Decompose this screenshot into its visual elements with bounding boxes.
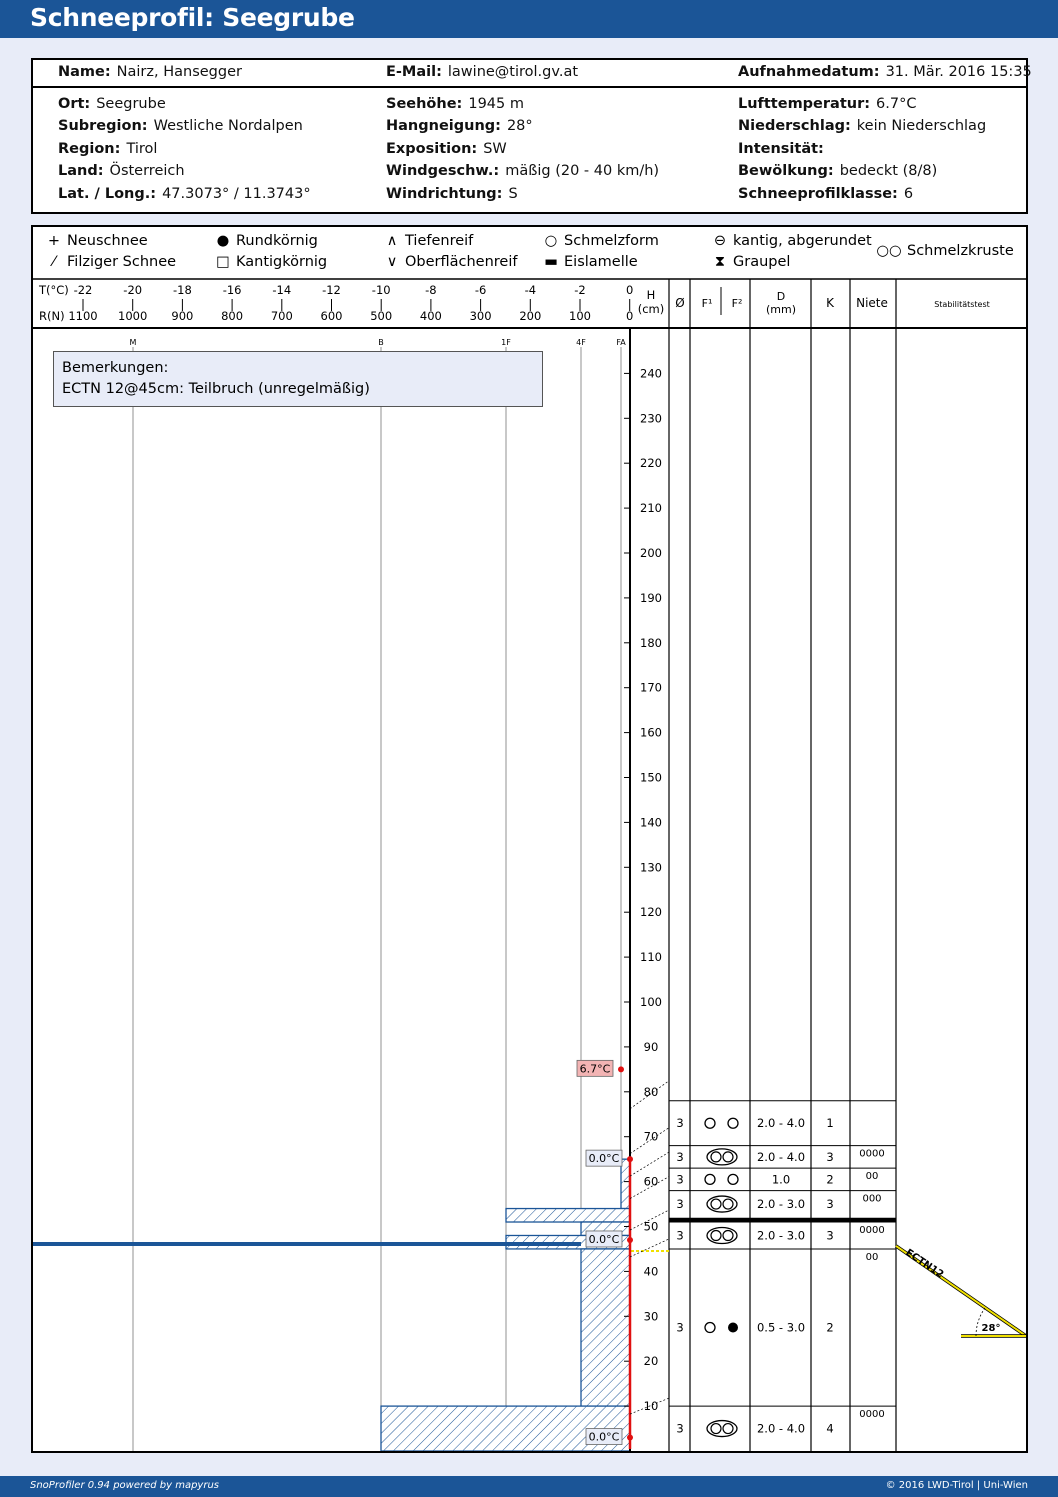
layer-niete: 00: [865, 1251, 879, 1263]
snow-profile-chart: [33, 227, 1026, 1451]
layer-row: [630, 1128, 896, 1165]
layer-hardness-k: 1: [826, 1116, 834, 1131]
info-ort: Ort: Seegrube: [58, 96, 166, 112]
plus-icon: +: [47, 233, 61, 249]
info-windgeschw: Windgeschw.: mäßig (20 - 40 km/h): [386, 163, 660, 179]
h-tick-label: 120: [640, 905, 662, 920]
h-tick-label: 80: [643, 1084, 659, 1099]
legend-rundkoernig: ● Rundkörnig: [210, 233, 318, 249]
t-tick-label: -14: [272, 283, 292, 297]
email-field: E-Mail: lawine@tirol.gv.at: [386, 64, 579, 80]
r-axis-ticks: [68, 305, 633, 323]
layer-grainsize: 2.0 - 3.0: [756, 1197, 806, 1212]
hardness-bar: [506, 1209, 630, 1222]
hardness-grid: [130, 338, 627, 1451]
t-tick-label: -2: [574, 283, 586, 297]
legend-graupel: ⧗ Graupel: [707, 254, 790, 270]
caret-down-icon: ∨: [386, 254, 398, 270]
melt-crust-icon: [711, 1230, 721, 1240]
date-field: Aufnahmedatum: 31. Mär. 2016 15:35: [738, 64, 1032, 80]
h-tick-label: 40: [643, 1264, 659, 1279]
r-axis-label: R(N): [39, 309, 65, 323]
col-d-unit: (mm): [765, 303, 797, 316]
t-tick-label: -20: [123, 283, 143, 297]
footer-bar: [0, 1476, 1058, 1497]
h-axis-label: H: [646, 288, 656, 302]
grain-form-icon: [705, 1174, 715, 1184]
page-title: Schneeprofil: Seegrube: [30, 3, 355, 32]
layer-row: [630, 1239, 896, 1335]
layer-niete: 0000: [859, 1148, 885, 1160]
layer-grainsize: 2.0 - 4.0: [756, 1421, 806, 1436]
layer-hardness-k: 2: [826, 1320, 834, 1335]
h-tick-label: 90: [643, 1039, 659, 1054]
layer-grainsize: 2.0 - 3.0: [756, 1228, 806, 1243]
melt-crust-icon: [711, 1199, 721, 1209]
layer-moisture: 3: [676, 1320, 684, 1335]
info-windrichtung: Windrichtung: S: [386, 186, 518, 202]
layer-grainsize: 1.0: [771, 1172, 791, 1187]
layer-moisture: 3: [676, 1228, 684, 1243]
melt-crust-icon: [711, 1152, 721, 1162]
hardness-label: FA: [616, 338, 626, 347]
stability-angle: 28°: [981, 1322, 1001, 1334]
h-tick-label: 110: [640, 950, 662, 965]
t-tick-label: -18: [173, 283, 192, 297]
r-tick-label: 1100: [68, 309, 98, 323]
info-hangneigung: Hangneigung: 28°: [386, 118, 533, 134]
info-region: Region: Tirol: [58, 141, 158, 157]
r-tick-label: 1000: [118, 309, 148, 323]
h-tick-label: 130: [640, 860, 662, 875]
profile-box: [31, 225, 1028, 1453]
stability-test-label: ECTN12: [903, 1247, 946, 1281]
melt-form-icon: [705, 1323, 715, 1333]
layer-grainsize: 2.0 - 4.0: [756, 1149, 806, 1164]
remarks-title: Bemerkungen:: [62, 360, 169, 376]
layer-moisture: 3: [676, 1149, 684, 1164]
r-tick-label: 600: [320, 309, 343, 323]
h-tick-label: 70: [643, 1129, 659, 1144]
r-tick-label: 0: [626, 309, 634, 323]
t-tick-label: -4: [524, 283, 537, 297]
layer-table: [630, 1081, 896, 1437]
r-tick-label: 200: [519, 309, 542, 323]
h-tick-label: 140: [640, 815, 662, 830]
header-divider: [33, 86, 1026, 88]
round-grain-icon: [728, 1323, 738, 1333]
temperature-label: 0.0°C: [588, 1152, 620, 1166]
grain-form-icon: [705, 1118, 715, 1128]
temperature-point: [627, 1237, 633, 1243]
table-column-lines: [669, 279, 896, 1451]
h-tick-label: 20: [643, 1354, 659, 1369]
hardness-label: B: [378, 338, 384, 347]
col-f1-header: F¹: [701, 297, 713, 310]
r-tick-label: 300: [469, 309, 492, 323]
r-tick-label: 700: [270, 309, 293, 323]
temperature-label: 6.7°C: [579, 1062, 611, 1076]
r-tick-label: 400: [419, 309, 442, 323]
t-tick-label: -10: [371, 283, 391, 297]
filled-circle-icon: ●: [216, 233, 230, 249]
col-moisture-header: Ø: [675, 296, 685, 310]
slash-icon: ⁄: [52, 254, 56, 270]
info-seehoehe: Seehöhe: 1945 m: [386, 96, 524, 112]
layer-niete: 0000: [859, 1225, 885, 1237]
h-tick-label: 30: [643, 1309, 659, 1324]
info-niederschlag: Niederschlag: kein Niederschlag: [738, 118, 987, 134]
caret-up-icon: ∧: [386, 233, 398, 249]
remarks-box: [53, 351, 543, 407]
h-tick-label: 160: [640, 725, 662, 740]
layer-row: [630, 1081, 896, 1130]
layer-moisture: 3: [676, 1421, 684, 1436]
t-tick-label: -16: [222, 283, 242, 297]
h-tick-label: 230: [640, 411, 662, 426]
hardness-bar: [621, 1159, 630, 1208]
title-bar: [0, 0, 1058, 38]
temperature-point: [627, 1156, 633, 1162]
r-tick-label: 500: [370, 309, 393, 323]
col-f2-header: F²: [731, 297, 743, 310]
r-tick-label: 100: [569, 309, 591, 323]
h-tick-label: 170: [640, 680, 662, 695]
col-d-header: D: [776, 290, 786, 303]
bar-icon: ▬: [544, 254, 558, 270]
h-tick-label: 220: [640, 456, 662, 471]
temperature-label: 0.0°C: [588, 1430, 620, 1444]
layer-moisture: 3: [676, 1172, 684, 1187]
t-tick-label: -8: [425, 283, 437, 297]
legend-eislamelle: ▬ Eislamelle: [538, 254, 638, 270]
remarks-text: ECTN 12@45cm: Teilbruch (unregelmäßig): [62, 381, 370, 397]
square-icon: □: [216, 254, 230, 270]
layer-row: [630, 1398, 896, 1436]
melt-crust-icon: [723, 1199, 733, 1209]
rounded-faceted-icon: ⊖: [713, 233, 727, 249]
layer-grainsize: 0.5 - 3.0: [756, 1320, 806, 1335]
layer-moisture: 3: [676, 1197, 684, 1212]
r-tick-label: 900: [171, 309, 194, 323]
h-tick-label: 10: [643, 1399, 659, 1414]
info-exposition: Exposition: SW: [386, 141, 507, 157]
legend-kantig-abgerundet: ⊖ kantig, abgerundet: [707, 233, 872, 249]
layer-connector: [630, 1239, 669, 1257]
temperature-label: 0.0°C: [588, 1232, 620, 1246]
layer-niete: 000: [862, 1193, 882, 1205]
info-profilklasse: Schneeprofilklasse: 6: [738, 186, 914, 202]
hourglass-icon: ⧗: [714, 254, 726, 270]
grain-form-icon: [728, 1174, 738, 1184]
legend-kantigkoernig: □ Kantigkörnig: [210, 254, 327, 270]
h-tick-label: 150: [640, 770, 662, 785]
h-tick-label: 60: [643, 1174, 659, 1189]
footer-left: SnoProfiler 0.94 powered by mapyrus: [30, 1480, 220, 1491]
footer-right: © 2016 LWD-Tirol | Uni-Wien: [885, 1480, 1028, 1491]
h-tick-label: 100: [640, 995, 662, 1009]
name-field: Name: Nairz, Hansegger: [58, 64, 242, 80]
hardness-profile: [381, 1159, 630, 1451]
r-tick-label: 800: [221, 309, 244, 323]
double-circle-icon: ○○: [876, 243, 902, 259]
layer-hardness-k: 3: [826, 1228, 834, 1243]
hardness-label: 4F: [576, 338, 586, 347]
col-stab-header: Stabilitätstest: [934, 300, 990, 309]
melt-crust-icon: [711, 1424, 721, 1434]
t-tick-label: 0: [626, 283, 634, 297]
t-axis-ticks: [74, 283, 634, 305]
info-bewoelkung: Bewölkung: bedeckt (8/8): [738, 163, 938, 179]
stability-test: [896, 1246, 1026, 1336]
t-axis-label: T(°C): [39, 283, 69, 297]
temperature-point: [627, 1435, 633, 1441]
layer-row: [630, 1174, 896, 1212]
layer-moisture: 3: [676, 1116, 684, 1131]
info-intensitaet: Intensität:: [738, 141, 824, 157]
info-land: Land: Österreich: [58, 163, 185, 179]
layer-grainsize: 2.0 - 4.0: [756, 1116, 806, 1131]
legend-oberflaechenreif: ∨ Oberflächenreif: [379, 254, 518, 270]
col-niete-header: Niete: [856, 296, 888, 310]
layer-row: [630, 1210, 896, 1243]
legend-schmelzform: ○ Schmelzform: [538, 233, 659, 249]
hardness-bar: [581, 1249, 630, 1406]
temperature-point: [618, 1066, 624, 1072]
legend-schmelzkruste: ○○ Schmelzkruste: [871, 243, 1014, 259]
melt-crust-icon: [723, 1424, 733, 1434]
header-box: [31, 58, 1032, 214]
open-circle-icon: ○: [544, 233, 558, 249]
legend-filziger-schnee: ⁄ Filziger Schnee: [41, 254, 176, 270]
hardness-label: M: [129, 338, 137, 347]
layer-niete: 00: [865, 1171, 879, 1183]
layer-niete: 0000: [859, 1409, 885, 1421]
legend-neuschnee: + Neuschnee: [41, 233, 148, 249]
layer-hardness-k: 2: [826, 1172, 834, 1187]
t-tick-label: -6: [474, 283, 487, 297]
info-latlong: Lat. / Long.: 47.3073° / 11.3743°: [58, 186, 311, 202]
h-tick-label: 200: [640, 546, 662, 560]
layer-hardness-k: 3: [826, 1197, 834, 1212]
h-tick-label: 190: [640, 590, 662, 605]
legend-tiefenreif: ∧ Tiefenreif: [379, 233, 473, 249]
layer-hardness-k: 4: [826, 1421, 834, 1436]
melt-crust-icon: [723, 1230, 733, 1240]
info-lufttemperatur: Lufttemperatur: 6.7°C: [738, 96, 917, 112]
melt-crust-icon: [723, 1152, 733, 1162]
h-tick-label: 50: [643, 1219, 659, 1234]
t-tick-label: -22: [73, 283, 93, 297]
grain-form-icon: [728, 1118, 738, 1128]
t-tick-label: -12: [322, 283, 341, 297]
h-axis-unit: (cm): [637, 302, 665, 316]
col-k-header: K: [826, 296, 834, 310]
info-subregion: Subregion: Westliche Nordalpen: [58, 118, 303, 134]
h-tick-label: 180: [640, 635, 662, 650]
hardness-label: 1F: [501, 338, 511, 347]
h-tick-label: 240: [640, 366, 662, 381]
layer-connector: [630, 1152, 669, 1176]
layer-hardness-k: 3: [826, 1149, 834, 1164]
h-tick-label: 210: [640, 501, 662, 516]
